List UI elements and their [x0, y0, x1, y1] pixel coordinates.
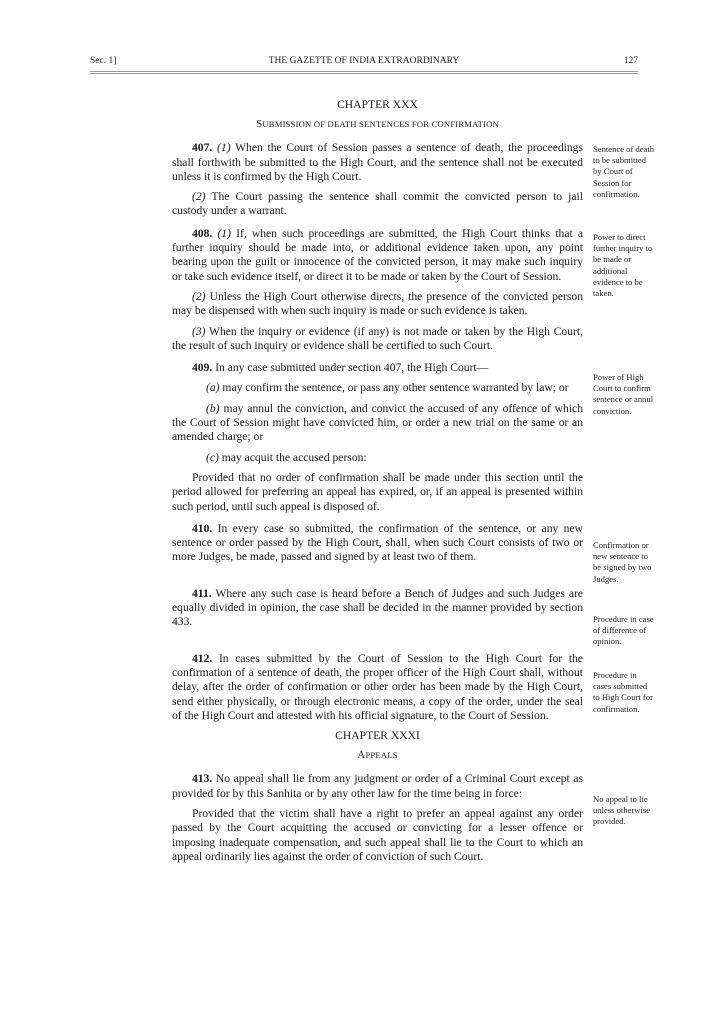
section-411 — [172, 587, 583, 630]
sub-marker: (3) — [192, 324, 206, 338]
chapter-subheading-initial: S — [256, 118, 263, 130]
section-number: 410. — [192, 521, 213, 535]
section-text: Unless the High Court otherwise directs, the presence of the convicted person may be dispensed with when such inquiry is made or such evidence is taken. — [172, 289, 583, 318]
section-text: In every case so submitted, the confirmation of the sentence, or any new sentence or order passed by the High Court, shall, when such Court consists of two or more Judges, be made, passed and signed by at least two of them. — [172, 521, 583, 564]
section-407-sub1 — [172, 141, 583, 184]
section-408-sub2 — [172, 290, 583, 319]
chapter-heading: CHAPTER XXX — [337, 98, 418, 111]
section-text: If, when such proceedings are submitted, the High Court thinks that a further inquiry should be made into, or additional evidence taken upon, any point bearing upon the guilt or innocence of the convicted person, it may make such inquiry or take such evidence itself, or direct it to be made or taken by the Court of Session. — [172, 226, 583, 283]
section-409-proviso: Provided that no order of confirmation shall be made under this section until the period allowed for preferring an appeal has expired, or, if an appeal is presented within such period, until such appeal is disposed of. — [172, 470, 583, 513]
section-number: 412. — [192, 651, 213, 665]
sub-marker: (1) — [217, 141, 231, 155]
section-number: 408. — [192, 226, 213, 240]
main-text-column — [172, 98, 583, 864]
section-number: 413. — [192, 772, 213, 786]
marginal-note-410: Confirmation or new sentence to be signed by two Judges. — [593, 540, 652, 584]
section-text: In cases submitted by the Court of Session to the High Court for the confirmation of a sentence of death, the proper officer of the High Court shall, without delay, after the order of confirmation or other order has been made by the High Court, send either physically, or through electronic means, a copy of the order, under the seal of the High Court and attested with his official signature, to the Court of Session. — [172, 651, 583, 722]
section-number: 411. — [192, 586, 212, 600]
section-text: When the Court of Session passes a sentence of death, the proceedings shall forthwith be submitted to the High Court, and the sentence shall not be executed unless it is confirmed by the High Court. — [172, 141, 583, 183]
header-page-number: 127 — [623, 56, 638, 66]
section-408-sub1 — [172, 227, 583, 284]
header-title: THE GAZETTE OF INDIA EXTRAORDINARY — [268, 56, 460, 66]
marginal-note-413: No appeal to lie unless otherwise provided. — [593, 794, 651, 827]
clause-marker: (c) — [206, 450, 219, 464]
section-409-intro — [172, 361, 583, 375]
sub-marker: (1) — [217, 226, 231, 240]
section-text: When the inquiry or evidence (if any) is not made or taken by the High Court, the result of such inquiry or evidence shall be certified to such Court. — [172, 324, 583, 352]
page-header — [90, 56, 638, 70]
marginal-note-408: Power to direct further inquiry to be made or additional evidence to be taken. — [593, 232, 653, 299]
chapter-subheading — [172, 748, 583, 762]
chapter-heading: CHAPTER XXXI — [335, 729, 420, 743]
section-409-clause-a — [172, 381, 583, 395]
section-409-clause-b — [172, 402, 583, 445]
section-408-sub3 — [172, 325, 583, 354]
chapter-subheading-rest: PPEALS — [365, 750, 398, 761]
section-410 — [172, 522, 583, 565]
chapter-subheading — [172, 117, 583, 131]
section-text: In any case submitted under section 407, the High Court— — [212, 361, 489, 375]
sub-marker: (2) — [192, 190, 206, 204]
header-section-ref: Sec. 1] — [90, 56, 117, 66]
marginal-note-407: Sentence of death to be submitted by Court of Session for confirmation. — [593, 144, 655, 199]
clause-text: may acquit the accused person: — [218, 450, 367, 464]
marginal-note-409: Power of High Court to confirm sentence or annul conviction. — [593, 372, 654, 416]
section-407-sub2 — [172, 190, 583, 219]
section-number: 409. — [192, 361, 213, 375]
section-412 — [172, 652, 583, 723]
section-text: Where any such case is heard before a Bench of Judges and such Judges are equally divided in opinion, the case shall be decided in the manner provided by section 433. — [172, 586, 583, 629]
header-divider — [90, 71, 638, 74]
section-text: No appeal shall lie from any judgment or order of a Criminal Court except as provided for by this Sanhita or by any other law for the time being in force: — [172, 772, 583, 800]
marginal-note-412: Procedure in cases submitted to High Court for confirmation. — [593, 670, 653, 714]
chapter-subheading-rest: UBMISSION OF DEATH SENTENCES FOR CONFIRMATION — [262, 119, 499, 129]
sub-marker: (2) — [192, 289, 206, 303]
clause-marker: (a) — [206, 381, 220, 395]
section-413-proviso: Provided that the victim shall have a right to prefer an appeal against any order passed by the Court acquitting the accused or convicting for a lesser offence or imposing inadequate compensation, and such appeal shall lie to the Court to which an appeal ordinarily lies against the order of conviction of such Court. — [172, 806, 583, 863]
section-409-clause-c — [172, 451, 583, 465]
clause-text: may confirm the sentence, or pass any other sentence warranted by law; or — [219, 381, 569, 395]
section-413 — [172, 772, 583, 801]
section-number: 407. — [192, 141, 213, 155]
chapter-subheading-initial: A — [357, 749, 366, 762]
clause-marker: (b) — [206, 401, 220, 415]
clause-text: may annul the conviction, and convict the accused of any offence of which the Court of Session might have convicted him, or order a new trial on the same or an amended charge; or — [172, 401, 583, 444]
section-text: The Court passing the sentence shall commit the convicted person to jail custody under a warrant. — [172, 190, 583, 218]
marginal-note-411: Procedure in case of difference of opinion. — [593, 614, 654, 647]
